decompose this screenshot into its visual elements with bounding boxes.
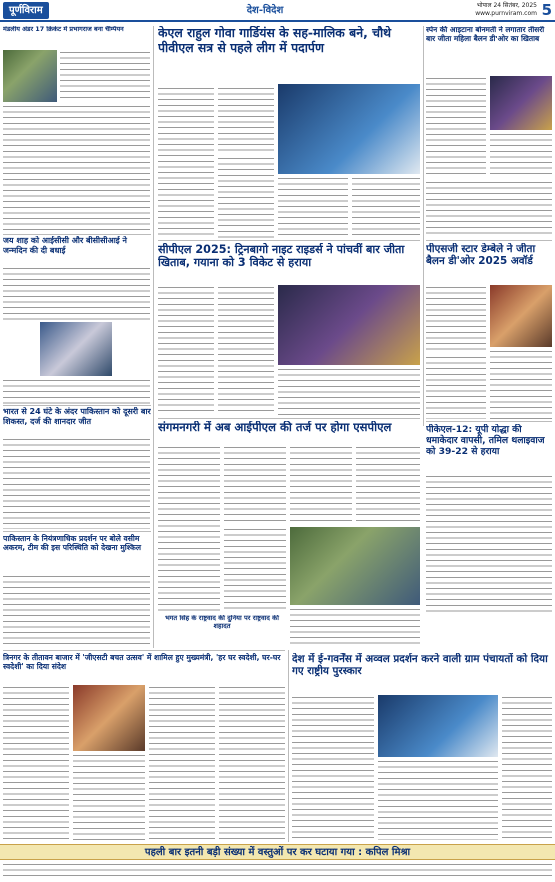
column-rule — [153, 26, 154, 648]
article-ipl-body-5 — [356, 445, 420, 525]
article-rahul-body-3 — [218, 156, 274, 238]
divider — [158, 418, 420, 419]
article-jayshah-headline: जय शाह को आईसीसी और बीसीसीआई ने जन्मदिन की दी बधाई — [3, 236, 127, 255]
article-egov-body-2 — [502, 695, 552, 840]
article-tripura-headline: त्रिनगर के तीतावन बाजार में 'जीएसटी बचत उत्सव' में शामिल हुए मुख्यमंत्री, 'हर घर स्वदेशी, घर-घर स्वदेशी' का दिया संदेश — [3, 653, 281, 672]
article-indpak-body — [3, 437, 150, 529]
article-jayshah-body — [3, 266, 150, 320]
article-dembele-body-1 — [426, 285, 486, 353]
spain-photo — [490, 76, 552, 130]
section-title: देश-विदेश — [246, 5, 284, 16]
article-cpl-body-3 — [278, 367, 420, 415]
tripura-photo — [73, 685, 145, 751]
article-rahul-body-5 — [352, 176, 420, 238]
article-cricket-headline: मंडलीय अंडर 17 क्रिकेट में प्रभागराज बना चैंम्पियन — [3, 26, 124, 33]
jayshah-photo — [40, 322, 112, 376]
article-ipl-body-2 — [224, 445, 286, 525]
divider — [3, 531, 151, 532]
page-header — [0, 0, 555, 22]
rahul-photo — [278, 84, 420, 174]
article-dembele-body-2 — [490, 349, 552, 419]
article-egov-body-1 — [292, 695, 374, 840]
article-paktrouble-body — [3, 574, 150, 646]
article-rahul-body-4 — [278, 176, 348, 238]
article-indpak-headline: भारत से 24 घंटे के अंदर पाकिस्तान को दूसरी बार शिकस्त, दर्ज की शानदार जीत — [3, 407, 151, 426]
article-ipl-headline: संगमनगरी में अब आईपीएल की तर्ज पर होगा एसपीएल — [158, 421, 392, 434]
divider — [426, 421, 552, 422]
article-ipl-body-3 — [224, 527, 286, 613]
article-cpl-headline: सीपीएल 2025: ट्रिनबागो नाइट राइडर्स ने पांचवीं बार जीता खिताब, गयाना को 3 विकेट से हराया — [158, 243, 405, 270]
article-spain-body-1 — [426, 76, 486, 178]
divider — [3, 234, 151, 235]
article-rahul-body-2 — [218, 86, 274, 154]
egov-award-photo — [378, 695, 498, 757]
article-dembele-headline: पीएसजी स्टार डेम्बेले ने जीता बैलन डी'ओर 2025 अवॉर्ड — [426, 243, 536, 268]
cpl-champions-photo — [278, 285, 420, 365]
article-dembele-body-3 — [426, 355, 486, 419]
article-ipl-body-6 — [290, 607, 420, 647]
page-number: 5 — [541, 1, 552, 19]
article-rahul-body-1 — [158, 86, 214, 238]
issue-date: भोपाल 24 सितंबर, 2025 — [476, 2, 537, 9]
header-meta — [475, 2, 537, 18]
spl-meeting-photo — [290, 527, 420, 605]
article-egov-body-3 — [378, 759, 498, 840]
article-egov-headline: देश में ई-गवर्नेंस में अव्वल प्रदर्शन करने वाली ग्राम पंचायतों को दिया गए राष्ट्रीय पुरस्कार — [292, 653, 548, 678]
divider — [426, 240, 552, 241]
divider — [158, 240, 420, 241]
article-banner-body — [3, 862, 552, 880]
article-pkl-body — [426, 474, 552, 612]
column-rule — [423, 26, 424, 426]
article-pkl-headline: पीकेएल-12: यूपी योद्धा की धमाकेदार वापसी, तमिल थलाइवाज को 39-22 से हराया — [426, 424, 545, 458]
column-rule — [288, 650, 289, 842]
article-spain-headline: स्पेन की आइटाना बोनमती ने लगातार तीसरी बार जीता महिला बैलन डी'ओर का खिताब — [426, 26, 545, 43]
article-cpl-body-2 — [218, 285, 274, 415]
divider — [3, 650, 285, 651]
article-ipl-body-1 — [158, 445, 220, 613]
article-cricket-body — [60, 50, 150, 102]
article-bhagat-headline: भगत सिंह के राष्ट्रवाद की दुनिया पर राष्ट्रवाद की शहादत — [165, 615, 279, 630]
masthead: पूर्णविराम — [3, 2, 49, 19]
article-tripura-body-4 — [219, 685, 285, 840]
article-cpl-body-1 — [158, 285, 214, 415]
article-spain-body-3 — [426, 180, 552, 238]
article-tripura-body-3 — [149, 685, 215, 840]
article-tripura-body-1 — [3, 685, 69, 840]
article-jayshah-body-2 — [3, 378, 150, 404]
cricket-team-photo — [3, 50, 57, 102]
website: www.purnviram.com — [475, 10, 537, 17]
divider — [3, 405, 151, 406]
article-paktrouble-headline: पाकिस्तान के नियंत्रणाधिक प्रदर्शन पर बोले वसीम अकरम, टीम की इस परिस्थिति को देखना मुश्किल — [3, 534, 142, 553]
article-ipl-body-4 — [290, 445, 352, 525]
article-spain-body-2 — [490, 132, 552, 178]
article-tripura-body-2 — [73, 753, 145, 840]
article-cricket-body-2 — [3, 104, 150, 232]
bottom-banner-headline: पहली बार इतनी बड़ी संख्या में वस्तुओं पर कर घटाया गया : कपिल मिश्रा — [0, 844, 555, 860]
article-rahul-headline: केएल राहुल गोवा गार्डियंस के सह-मालिक बने, चौथे पीवीएल सत्र से पहले लीग में पदार्पण — [158, 26, 392, 55]
dembele-photo — [490, 285, 552, 347]
